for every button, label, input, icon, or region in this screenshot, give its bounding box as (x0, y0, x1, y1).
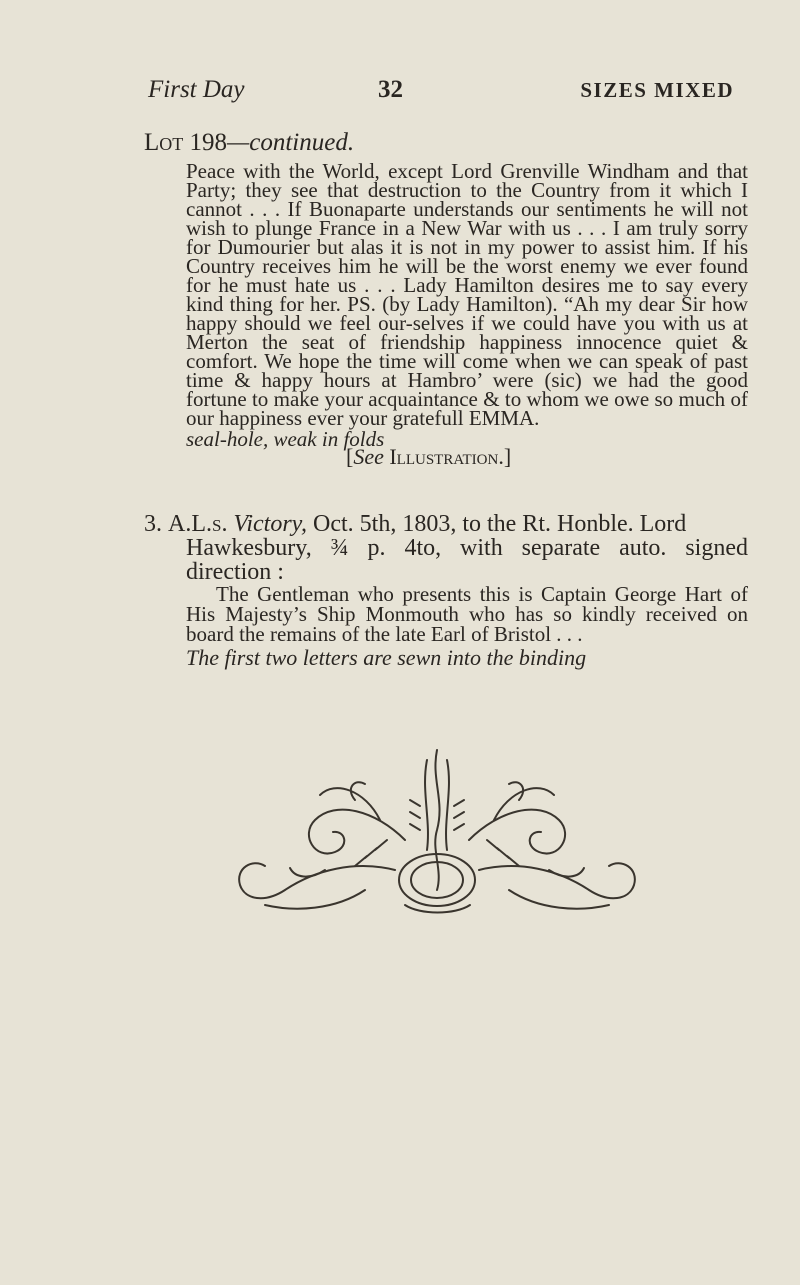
lot-label: Lot (144, 129, 184, 156)
header-section: SIZES MIXED (580, 78, 734, 102)
item-place: Victory, (233, 511, 307, 537)
item-date: Oct. 5th, 1803, to the Rt. Honble. Lord (313, 511, 687, 537)
header-day: First Day (148, 76, 245, 103)
item-number: 3. (144, 511, 162, 537)
decorative-ornament (205, 740, 675, 920)
lot-heading (144, 129, 354, 157)
item-3-quote: The Gentleman who presents this is Captain George Hart of His Majesty’s Ship Monmouth who has so kindly received on board the remains of the late Earl of Bristol . . . (186, 582, 748, 646)
see-illustration-ref (346, 444, 511, 470)
see-word: See (353, 444, 384, 469)
bracket-open: [ (346, 444, 354, 469)
item-3 (144, 512, 748, 670)
lot-number: 198 (189, 129, 228, 156)
bracket-close: ] (503, 444, 512, 469)
letter-excerpt (186, 159, 748, 451)
letter-condition-note: seal-hole, weak in folds (186, 427, 385, 451)
item-3-note: The first two letters are sewn into the binding (186, 645, 587, 670)
letter-text: Peace with the World, except Lord Grenville Windham and that Party; they see that destruction to the Country from it which I cannot . . . If Buonaparte understands our sentiments he will not wish to plunge France in a New War with us . . . I am truly sorry for Dumourier but alas it is not in my power to assist him. If his Country receives him he will be the worst enemy we ever found for he must hate us . . . Lady Hamilton desires me to say every kind thing for her. PS. (by Lady Hamilton). “Ah my dear Sir how happy should we feel our-selves if we could have you with us at Merton the seat of friendship happiness innocence quiet & comfort. We hope the time will come when we can speak of past time & happy hours at Hambro’ were (sic) we had the good fortune to make your acquaintance & to whom we owe so much of our happiness ever your gratefull EMMA. (186, 159, 748, 430)
item-3-heading (144, 512, 748, 536)
illustration-word: Illustration. (389, 444, 504, 469)
item-type: A.L.s. (168, 511, 228, 537)
lot-continued: —continued. (227, 129, 355, 156)
item-3-description: Hawkesbury, ¾ p. 4to, with separate auto. signed direction : (186, 535, 748, 585)
running-header (0, 76, 800, 106)
page-number: 32 (378, 76, 403, 103)
